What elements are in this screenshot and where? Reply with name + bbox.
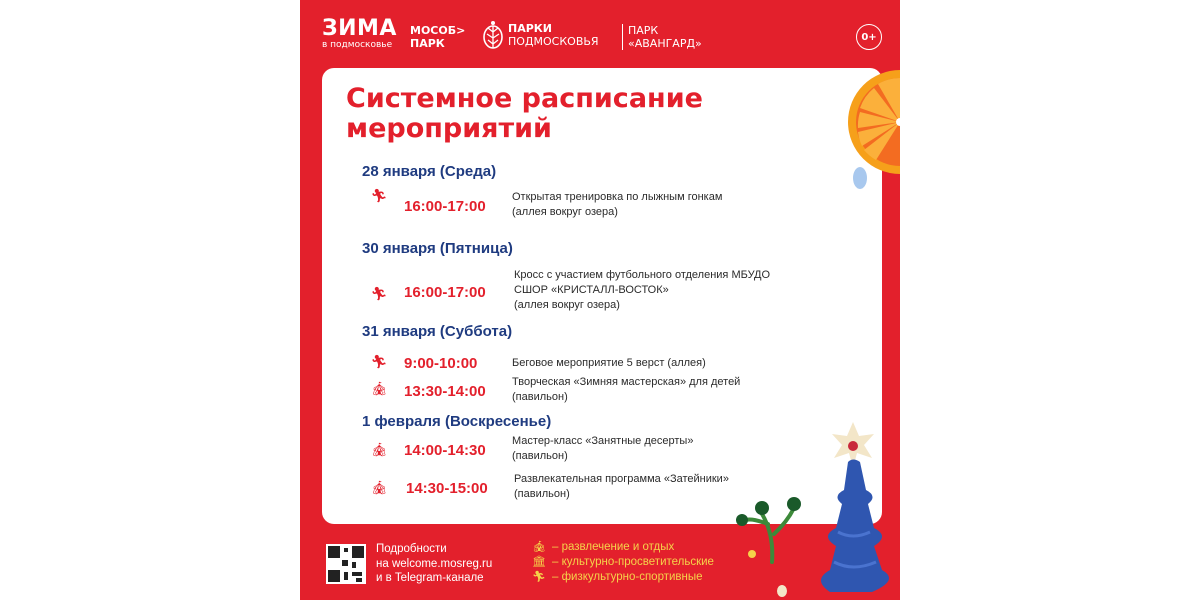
running-icon: 🏃︎ [370, 287, 388, 302]
event-description: Кросс с участием футбольного отделения МБУДО СШОР «КРИСТАЛЛ-ВОСТОК» (аллея вокруг озера) [514, 269, 771, 311]
day-heading: 31 января (Суббота) [362, 323, 513, 340]
age-rating-badge: 0+ [856, 24, 882, 50]
event-row [370, 268, 770, 313]
event-row [370, 434, 693, 464]
header-divider [622, 24, 623, 50]
website-link[interactable]: на welcome.mosreg.ru [376, 557, 493, 570]
legend-item: 🎪︎ – развлечение и отдых [530, 540, 714, 555]
blue-oval-decoration [852, 166, 868, 190]
orange-slice-decoration [848, 68, 900, 178]
day-heading: 1 февраля (Воскресенье) [362, 413, 552, 430]
event-row [370, 356, 706, 372]
event-time: 14:30-15:00 [406, 480, 488, 497]
event-time: 13:30-14:00 [404, 383, 486, 400]
schedule-title: Системное расписание мероприятий [346, 83, 703, 144]
qr-code[interactable] [326, 544, 366, 584]
header-logos [322, 18, 882, 60]
parki-podmoskovya-logo [482, 20, 599, 50]
running-icon: 🏃︎ [370, 189, 388, 204]
running-icon: 🏃︎ [532, 571, 546, 583]
schedule-card [322, 68, 882, 524]
zima-logo-title: ЗИМА [322, 16, 397, 41]
carousel-icon: 🎪︎ [370, 481, 388, 496]
event-time: 9:00-10:00 [404, 355, 478, 372]
carousel-icon: 🎪︎ [370, 382, 388, 397]
legend-item: 🏃︎ – физкультурно-спортивные [530, 570, 714, 585]
green-branch-decoration [732, 484, 812, 564]
leaf-emblem-icon [482, 20, 504, 50]
event-description: Развлекательная программа «Затейники» (павильон) [514, 473, 729, 500]
zima-logo-subtitle: в подмосковье [322, 40, 393, 50]
event-description: Творческая «Зимняя мастерская» для детей (павильон) [512, 376, 741, 403]
mosobpark-logo: МОСОБ> ПАРК [410, 24, 466, 50]
footer-details: Подробности на welcome.mosreg.ru и в Telegram-канале [376, 543, 493, 584]
running-icon: 🏃︎ [370, 355, 388, 370]
event-description: Открытая тренировка по лыжным гонкам (аллея вокруг озера) [512, 191, 723, 218]
event-time: 16:00-17:00 [404, 198, 486, 215]
day-heading: 30 января (Пятница) [362, 240, 513, 257]
park-avangard-logo: ПАРК «АВАНГАРД» [628, 24, 702, 50]
carousel-icon: 🎪︎ [370, 443, 388, 458]
day-heading: 28 января (Среда) [362, 163, 497, 180]
small-round-decoration [776, 584, 788, 598]
event-poster [300, 0, 900, 600]
parki-line2: ПОДМОСКОВЬЯ [508, 35, 599, 48]
cone-tree-decoration [808, 412, 898, 600]
carousel-icon: 🎪︎ [532, 541, 546, 553]
event-time: 14:00-14:30 [404, 442, 486, 459]
event-row [370, 472, 729, 502]
event-time: 16:00-17:00 [404, 284, 486, 301]
zima-logo [322, 18, 397, 50]
icon-legend [530, 540, 714, 585]
telegram-link[interactable]: и в Telegram-канале [376, 572, 484, 584]
legend-item: 🏛︎ – культурно-просветительские [530, 555, 714, 570]
event-row [370, 190, 722, 220]
event-row [370, 375, 740, 405]
parki-line1: ПАРКИ [508, 22, 552, 35]
museum-icon: 🏛︎ [532, 556, 546, 568]
event-description: Беговое мероприятие 5 верст (аллея) [512, 357, 706, 369]
event-description: Мастер-класс «Занятные десерты» (павильон) [512, 435, 694, 462]
